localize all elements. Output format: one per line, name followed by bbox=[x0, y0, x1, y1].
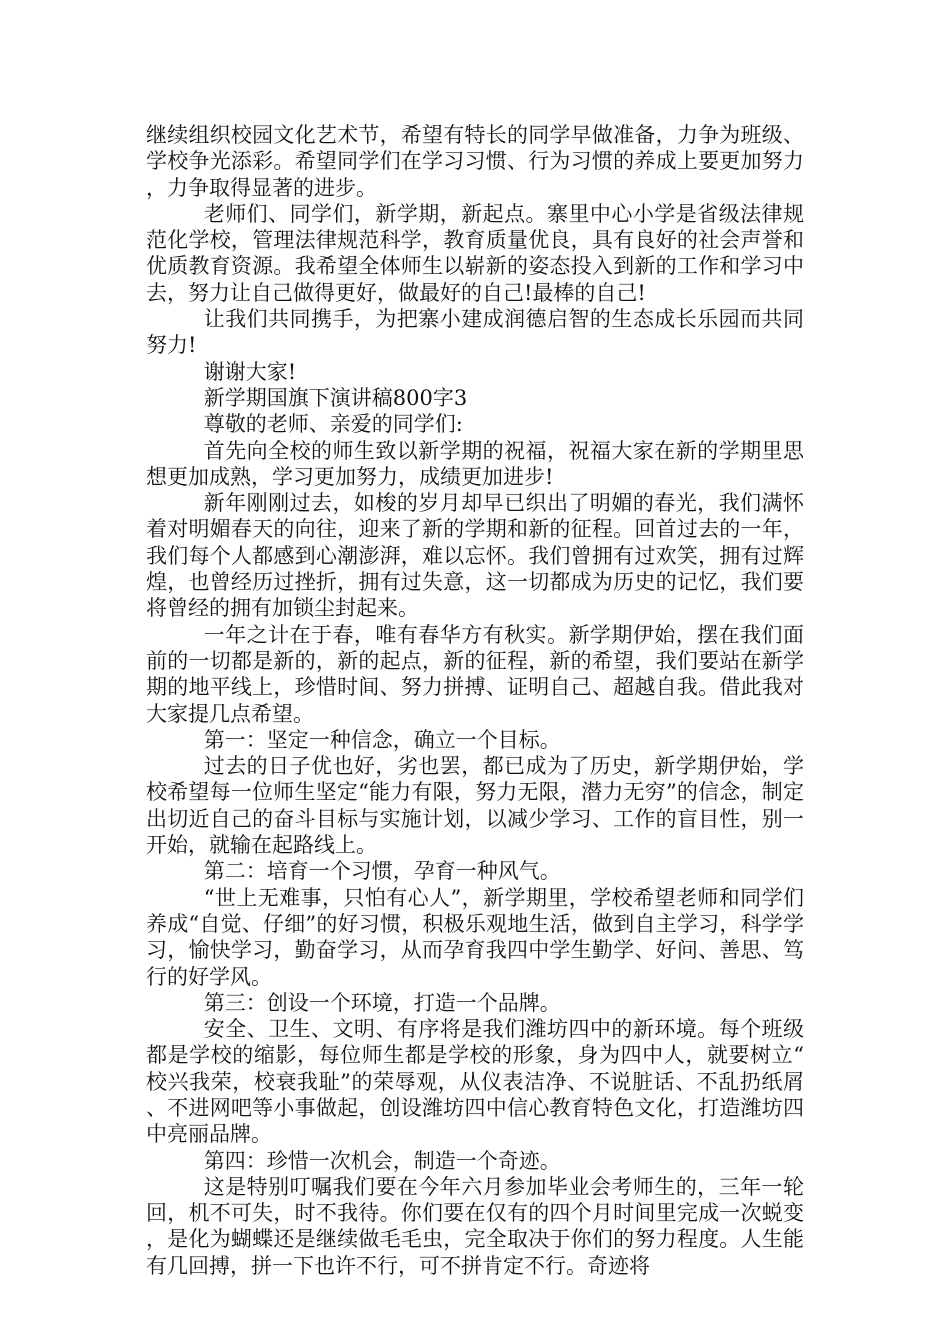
paragraph-9: 一年之计在于春，唯有春华方有秋实。新学期伊始，摆在我们面前的一切都是新的，新的起点，新的征程，新的希望，我们要站在新学期的地平线上，珍惜时间、努力拼搏、证明自己、超越自我。借此我对大家提几点希望。 bbox=[146, 622, 804, 726]
paragraph-1: 继续组织校园文化艺术节，希望有特长的同学早做准备，力争为班级、学校争光添彩。希望同学们在学习习惯、行为习惯的养成上要更加努力，力争取得显著的进步。 bbox=[146, 123, 804, 200]
paragraph-3: 让我们共同携手，为把寨小建成润德启智的生态成长乐园而共同努力! bbox=[146, 307, 804, 358]
point-1-heading: 第一：坚定一种信念，确立一个目标。 bbox=[203, 727, 561, 752]
point-3-body: 安全、卫生、文明、有序将是我们潍坊四中的新环境。每个班级都是学校的缩影，每位师生都是学校的形象，身为四中人，就要树立“校兴我荣，校衰我耻”的荣辱观，从仪表洁净、不说脏话、不乱扔纸屑、不进网吧等小事做起，创设潍坊四中信心教育特色文化，打造潍坊四中亮丽品牌。 bbox=[146, 1017, 804, 1147]
point-2-heading: 第二：培育一个习惯，孕育一种风气。 bbox=[203, 859, 561, 884]
point-4-heading: 第四：珍惜一次机会，制造一个奇迹。 bbox=[203, 1148, 561, 1173]
salutation: 尊敬的老师、亲爱的同学们: bbox=[203, 412, 463, 437]
paragraph-thanks: 谢谢大家! bbox=[203, 359, 297, 384]
point-4-body: 这是特别叮嘱我们要在今年六月参加毕业会考师生的，三年一轮回，机不可失，时不我待。你们要在仅有的四个月时间里完成一次蜕变，是化为蝴蝶还是继续做毛毛虫，完全取决于你们的努力程度。人生能有几回搏，拼一下也许不行，可不拼肯定不行。奇迹将 bbox=[146, 1174, 804, 1278]
point-1-body: 过去的日子优也好，劣也罢，都已成为了历史，新学期伊始，学校希望每一位师生坚定“能力有限，努力无限，潜力无穷”的信念，制定出切近自己的奋斗目标与实施计划，以减少学习、工作的盲目性，别一开始，就输在起路线上。 bbox=[146, 754, 804, 858]
section-title: 新学期国旗下演讲稿800字3 bbox=[203, 385, 468, 410]
paragraph-2: 老师们、同学们，新学期，新起点。寨里中心小学是省级法律规范化学校，管理法律规范科学，教育质量优良，具有良好的社会声誉和优质教育资源。我希望全体师生以崭新的姿态投入到新的工作和学习中去，努力让自己做得更好，做最好的自己!最棒的自己! bbox=[146, 201, 804, 305]
point-3-heading: 第三：创设一个环境，打造一个品牌。 bbox=[203, 990, 561, 1015]
paragraph-7: 首先向全校的师生致以新学期的祝福，祝福大家在新的学期里思想更加成熟，学习更加努力，成绩更加进步! bbox=[146, 438, 804, 489]
document-body bbox=[146, 122, 804, 1279]
paragraph-8: 新年刚刚过去，如梭的岁月却早已织出了明媚的春光，我们满怀着对明媚春天的向往，迎来了新的学期和新的征程。回首过去的一年，我们每个人都感到心潮澎湃，难以忘怀。我们曾拥有过欢笑，拥有过辉煌，也曾经历过挫折，拥有过失意，这一切都成为历史的记忆，我们要将曾经的拥有加锁尘封起来。 bbox=[146, 491, 804, 621]
point-2-body: “世上无难事，只怕有心人”，新学期里，学校希望老师和同学们养成“自觉、仔细”的好习惯，积极乐观地生活，做到自主学习，科学学习，愉快学习，勤奋学习，从而孕育我四中学生勤学、好问、善思、笃行的好学风。 bbox=[146, 885, 804, 989]
